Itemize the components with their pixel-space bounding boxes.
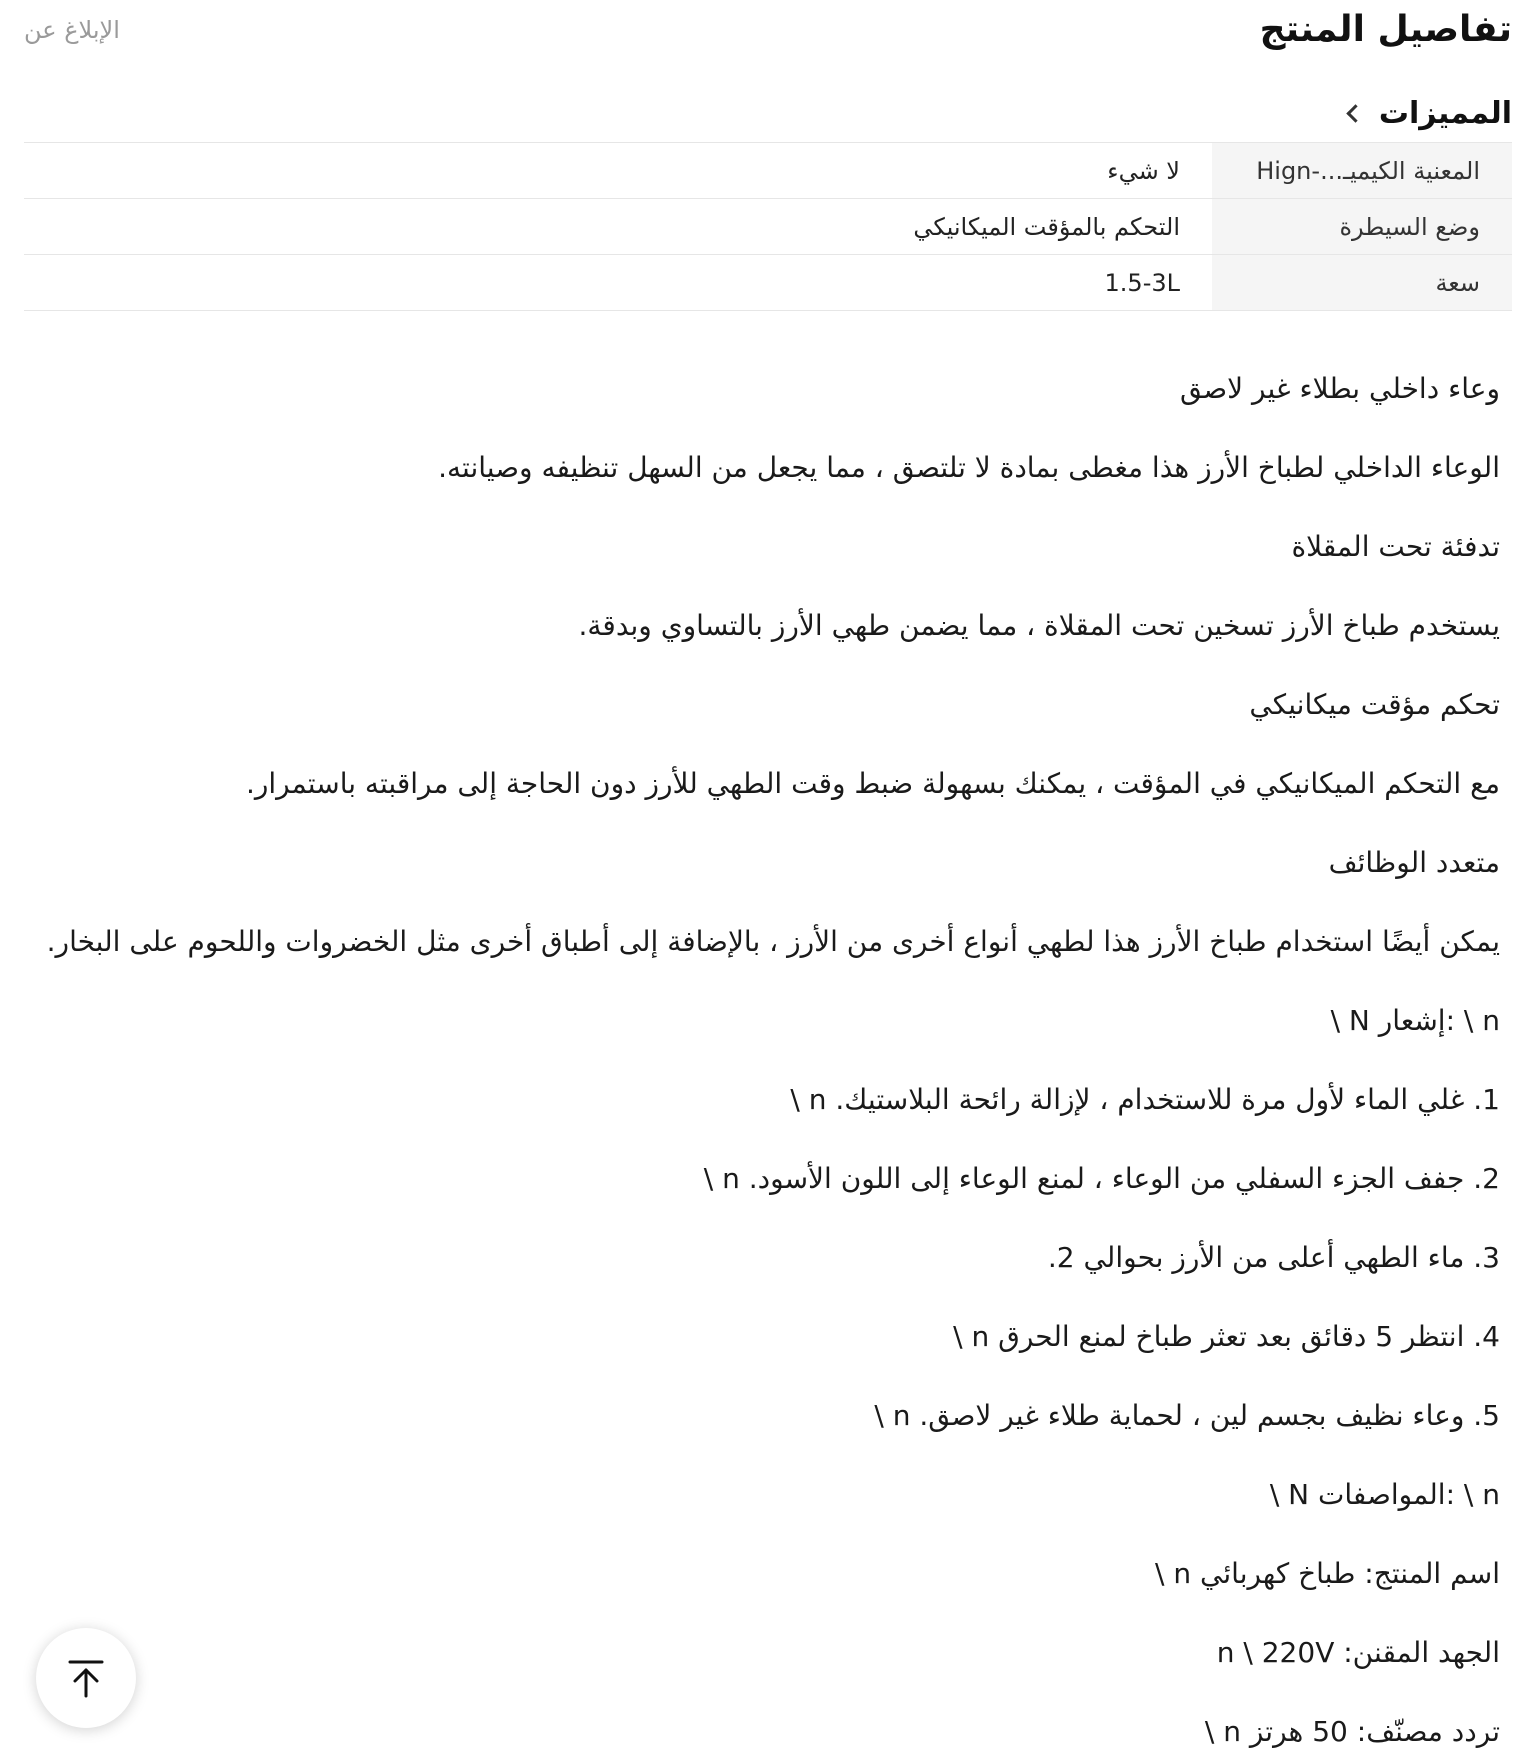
description-line: الوعاء الداخلي لطباخ الأرز هذا مغطى بمادة لا تلتصق ، مما يجعل من السهل تنظيفه وصيانته. (438, 451, 1500, 484)
description-line: اسم المنتج: طباخ كهربائي n \ (1155, 1557, 1500, 1590)
description-line: n \ :المواصفات N \ (1269, 1478, 1500, 1511)
description-line: يستخدم طباخ الأرز تسخين تحت المقلاة ، مما يضمن طهي الأرز بالتساوي وبدقة. (578, 609, 1500, 642)
description-line: تحكم مؤقت ميكانيكي (1249, 688, 1500, 721)
spec-row (24, 199, 1512, 255)
description-line: تردد مصنّف: 50 هرتز n \ (1204, 1715, 1500, 1748)
features-section-toggle[interactable] (24, 84, 1512, 142)
description-line: 2. جفف الجزء السفلي من الوعاء ، لمنع الوعاء إلى اللون الأسود. n \ (703, 1162, 1500, 1195)
description-line: تدفئة تحت المقلاة (1291, 530, 1500, 563)
spec-row (24, 143, 1512, 199)
description-line: 3. ماء الطهي أعلى من الأرز بحوالي 2. (1047, 1241, 1500, 1274)
description-line: متعدد الوظائف (1328, 846, 1500, 879)
spec-key: المعنية الكيميـ...-Hign (1212, 143, 1512, 199)
description-line: يمكن أيضًا استخدام طباخ الأرز هذا لطهي أنواع أخرى من الأرز ، بالإضافة إلى أطباق أخرى مثل الخضروات واللحوم على البخار. (46, 925, 1500, 958)
description-line: وعاء داخلي بطلاء غير لاصق (1180, 372, 1500, 405)
description-line: 5. وعاء نظيف بجسم لين ، لحماية طلاء غير لاصق. n \ (874, 1399, 1500, 1432)
spec-row (24, 255, 1512, 311)
description-line: الجهد المقنن: n \ 220V (1216, 1636, 1500, 1669)
product-description (24, 311, 1512, 1759)
chevron-left-icon (1343, 102, 1365, 124)
page-title: تفاصيل المنتج (1259, 9, 1512, 50)
arrow-up-to-line-icon (64, 1656, 108, 1700)
back-to-top-button[interactable] (36, 1628, 136, 1728)
description-line: 1. غلي الماء لأول مرة للاستخدام ، لإزالة رائحة البلاستيك. n \ (790, 1083, 1500, 1116)
spec-value: التحكم بالمؤقت الميكانيكي (24, 199, 1212, 255)
header (24, 0, 1512, 84)
description-line: 4. انتظر 5 دقائق بعد تعثر طباخ لمنع الحرق n \ (953, 1320, 1500, 1353)
spec-value: 1.5-3L (24, 255, 1212, 311)
spec-value: لا شيء (24, 143, 1212, 199)
spec-table (24, 142, 1512, 311)
description-line: مع التحكم الميكانيكي في المؤقت ، يمكنك بسهولة ضبط وقت الطهي للأرز دون الحاجة إلى مراقبته باستمرار. (245, 767, 1500, 800)
spec-key: سعة (1212, 255, 1512, 311)
features-title: المميزات (1378, 95, 1512, 131)
description-line: n \ :إشعار N \ (1330, 1004, 1500, 1037)
report-link[interactable]: الإبلاغ عن (24, 16, 120, 44)
spec-key: وضع السيطرة (1212, 199, 1512, 255)
